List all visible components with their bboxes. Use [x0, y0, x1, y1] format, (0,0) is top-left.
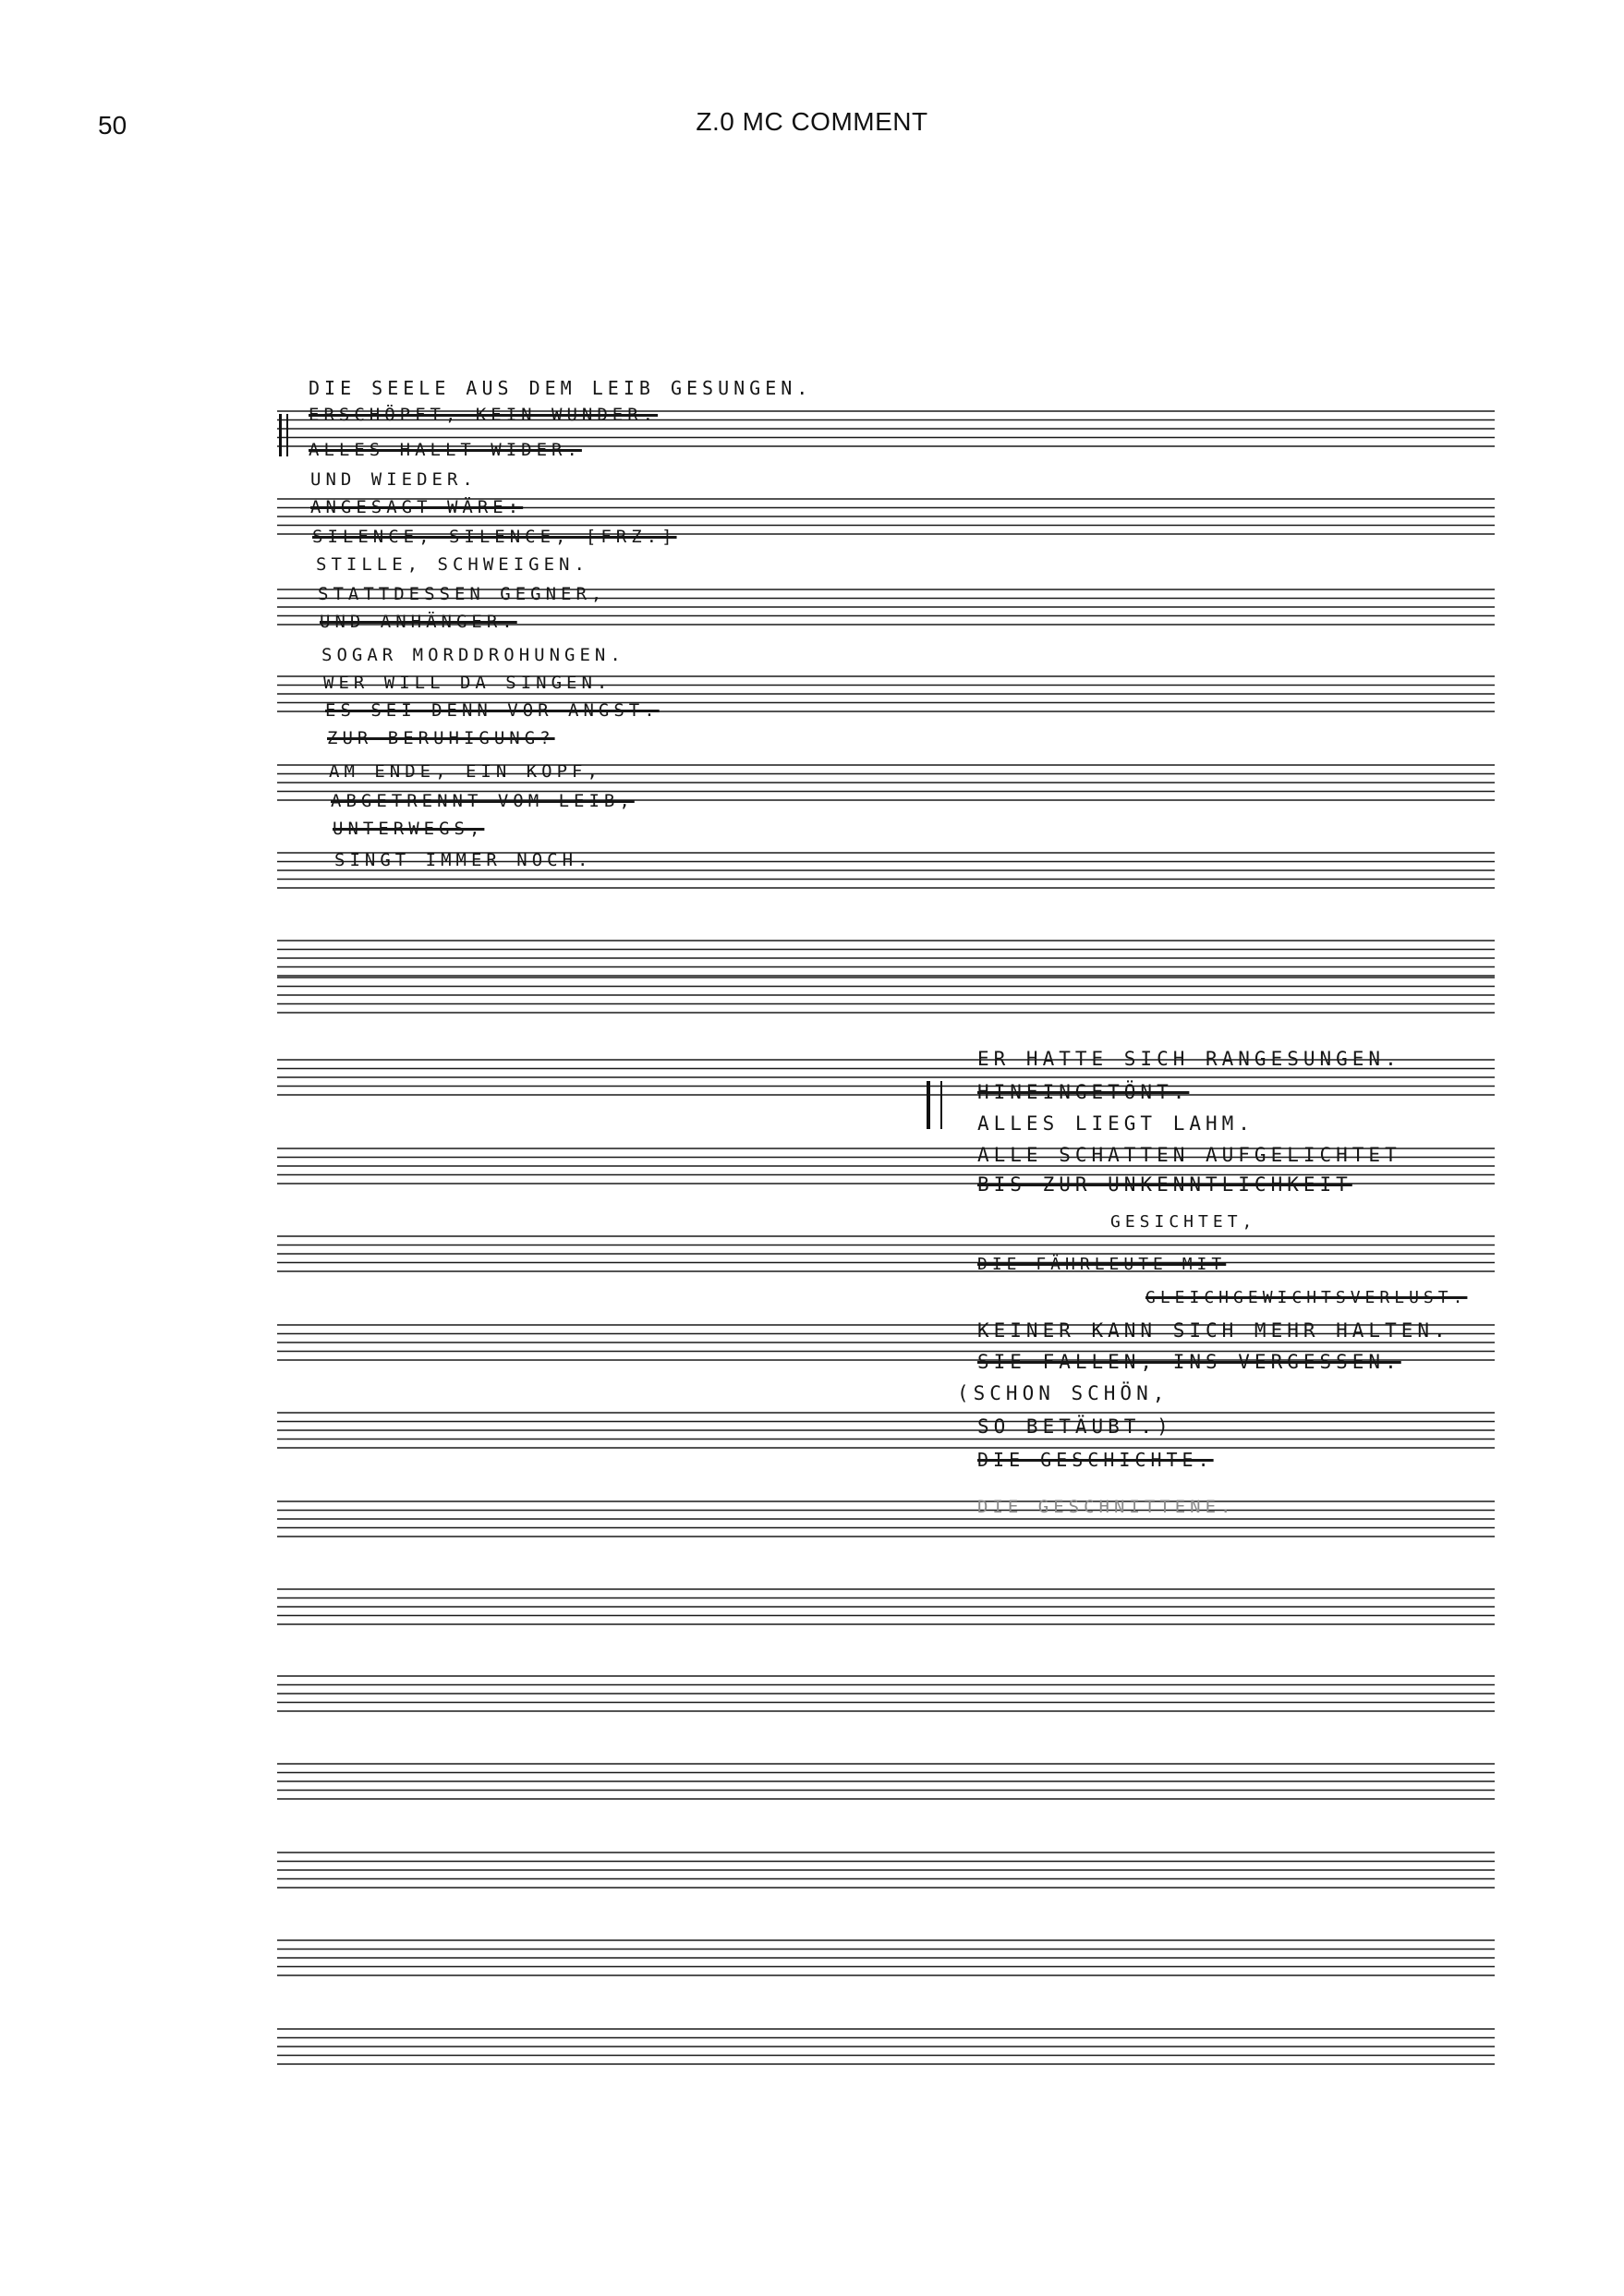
- lyric-line: STATTDESSEN GEGNER,: [318, 584, 607, 604]
- page-title: Z.0 MC COMMENT: [696, 107, 928, 136]
- barline-block-1: [279, 414, 282, 456]
- lyric-line: DIE FÄHRLEUTE MIT: [977, 1255, 1227, 1274]
- lyric-line: ERSCHÖPFT, KEIN WUNDER.: [309, 405, 659, 425]
- lyric-line: GESICHTET,: [1110, 1212, 1257, 1232]
- lyric-line: GLEICHGEWICHTSVERLUST.: [1145, 1288, 1468, 1307]
- lyric-line: SIE FALLEN, INS VERGESSEN.: [977, 1351, 1401, 1373]
- lyric-line: ER HATTE SICH RANGESUNGEN.: [977, 1048, 1401, 1070]
- lyric-line: BIS ZUR UNKENNTLICHKEIT: [977, 1173, 1352, 1196]
- lyric-line: ABGETRENNT VOM LEIB,: [331, 791, 635, 811]
- lyric-line: UND WIEDER.: [310, 469, 478, 490]
- lyric-line: ANGESAGT WÄRE:: [310, 497, 524, 517]
- lyric-line: ES SEI DENN VOR ANGST.: [325, 700, 660, 721]
- page-number: 50: [98, 111, 127, 140]
- barline-block-2-thin: [940, 1081, 942, 1129]
- lyric-line: ALLES LIEGT LAHM.: [977, 1112, 1254, 1135]
- lyric-line: DIE SEELE AUS DEM LEIB GESUNGEN.: [309, 377, 813, 399]
- lyric-line: DIE GESCHICHTE.: [977, 1449, 1214, 1471]
- lyric-line: DIE GESCHNITTENE.: [977, 1497, 1236, 1517]
- lyric-line: HINEINGETÖNT.: [977, 1081, 1190, 1103]
- lyric-line: ALLE SCHATTEN AUFGELICHTET: [977, 1144, 1401, 1166]
- lyric-line: AM ENDE, EIN KOPF,: [329, 761, 602, 782]
- lyric-line: SOGAR MORDDROHUNGEN.: [321, 645, 625, 665]
- lyric-line: WER WILL DA SINGEN.: [323, 673, 612, 693]
- lyric-line: UNTERWEGS,: [333, 819, 485, 839]
- lyric-line: SINGT IMMER NOCH.: [334, 850, 593, 870]
- lyric-line: KEINER KANN SICH MEHR HALTEN.: [977, 1319, 1450, 1342]
- barline-block-2: [927, 1081, 930, 1129]
- lyric-line: STILLE, SCHWEIGEN.: [316, 554, 589, 575]
- lyric-line: ALLES HALLT WIDER.: [309, 440, 582, 460]
- barline-block-1-thin: [286, 414, 288, 456]
- lyric-line: (SCHON SCHÖN,: [957, 1382, 1170, 1404]
- lyric-line: SO BETÄUBT.): [977, 1415, 1173, 1438]
- lyric-line: SILENCE, SILENCE, [FRZ.]: [312, 527, 677, 547]
- lyric-line: UND ANHÄNGER.: [320, 612, 517, 632]
- lyric-line: ZUR BERUHIGUNG?: [327, 728, 555, 748]
